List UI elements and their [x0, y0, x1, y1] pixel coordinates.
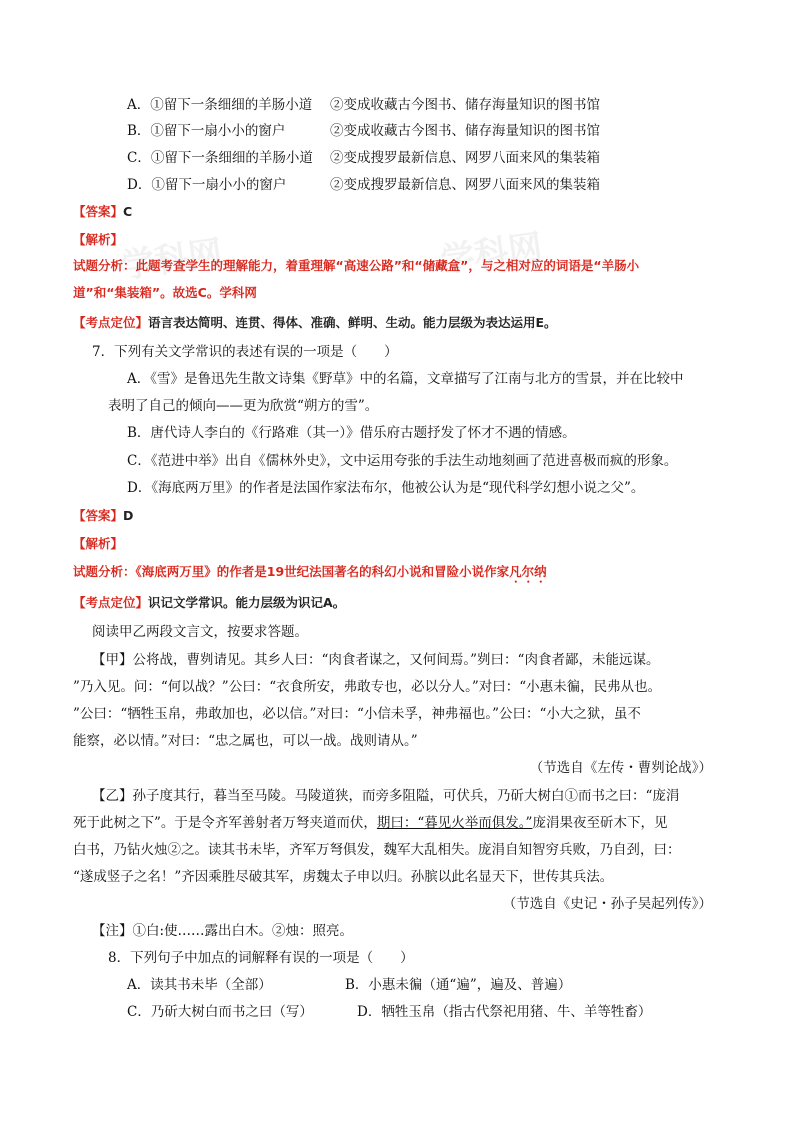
q7-analysis: 试题分析：《海底两万里》的作者是19世纪法国著名的科幻小说和冒险小说作家凡尔纳: [73, 564, 547, 579]
q6-option-a: A．①留下一条细细的羊肠小道 ②变成收藏古今图书、储存海量知识的图书馆: [127, 97, 600, 113]
q6-point: 【考点定位】语言表达简明、连贯、得体、准确、鲜明、生动。能力层级为表达运用E。: [73, 315, 557, 330]
passage-note: 【注】①白:使……露出白木。②烛：照亮。: [92, 923, 354, 939]
q6-answer: 【答案】C: [73, 204, 133, 219]
q7-option-a-line1: A．《雪》是鲁迅先生散文诗集《野草》中的名篇，文章描写了江南与北方的雪景，并在比较中: [127, 371, 684, 387]
q7-stem: 7．下列有关文学常识的表述有误的一项是（ ）: [92, 344, 398, 360]
passage-jia-line3: ”公曰：“牺牲玉帛，弗敢加也，必以信。”对曰：“小信未孚，神弗福也。”公曰：“小大之狱，虽不: [73, 706, 641, 722]
passage-yi-line4: “遂成竖子之名！”齐因乘胜尽破其军，虏魏太子申以归。孙膑以此名显天下，世传其兵法。: [73, 869, 614, 885]
q6-analysis-line1: 试题分析：此题考查学生的理解能力，着重理解“高速公路”和“储藏盒”，与之相对应的词语是“羊肠小: [73, 258, 640, 273]
q6-option-d: D．①留下一扇小小的窗户 ②变成搜罗最新信息、网罗八面来风的集装箱: [127, 177, 600, 193]
q7-option-b: B．唐代诗人李白的《行路难（其一）》借乐府古题抒发了怀才不遇的情感。: [127, 425, 576, 441]
q8-options-row1: A．读其书未毕（全部） B．小惠未徧（通“遍”，遍及、普遍）: [127, 977, 572, 993]
q6-analysis-line2: 道”和“集装箱”。故选C。学科网: [73, 285, 257, 300]
q7-point: 【考点定位】识记文学常识。能力层级为识记A。: [73, 595, 346, 610]
q7-answer: 【答案】D: [73, 508, 134, 523]
passage-jia-source: （节选自《左传・曹刿论战》）: [529, 760, 712, 776]
passage-yi-line3: 白书，乃钻火烛②之。读其书未毕，齐军万弩俱发，魏军大乱相失。庞涓自知智穷兵败，乃自刭，曰：: [73, 842, 681, 858]
q7-option-d: D．《海底两万里》的作者是法国作家法布尔，他被公认为是“现代科学幻想小说之父”。: [127, 480, 645, 496]
q7-option-a-line2: 表明了自己的倾向——更为欣赏“朔方的雪”。: [108, 398, 379, 414]
q7-analysis-tag: 【解析】: [73, 536, 124, 551]
reading-intro: 阅读甲乙两段文言文，按要求答题。: [92, 624, 308, 640]
watermark: 学科网: [118, 233, 225, 287]
passage-yi-line1: 【乙】孙子度其行，暮当至马陵。马陵道狭，而旁多阻隘，可伏兵，乃斫大树白①而书之曰：“庞涓: [92, 788, 680, 804]
passage-yi-source: （节选自《史记・孙子吴起列传》）: [502, 896, 712, 912]
q7-option-c: C．《范进中举》出自《儒林外史》，文中运用夸张的手法生动地刻画了范进喜极而疯的形象。: [127, 453, 678, 469]
passage-jia-line4: 能察，必以情。”对曰：“忠之属也，可以一战。战则请从。”: [73, 733, 418, 749]
q6-option-b: B．①留下一扇小小的窗户 ②变成收藏古今图书、储存海量知识的图书馆: [127, 123, 600, 139]
watermark: 学科网: [438, 227, 545, 281]
q6-option-c: C．①留下一条细细的羊肠小道 ②变成搜罗最新信息、网罗八面来风的集装箱: [127, 150, 600, 166]
q6-analysis-tag: 【解析】: [73, 232, 124, 247]
q8-options-row2: C．乃斫大树白而书之曰（写） D．牺牲玉帛（指古代祭祀用猪、牛、羊等牲畜）: [127, 1004, 652, 1020]
passage-jia-line2: ”乃入见。问：“何以战？”公曰：“衣食所安，弗敢专也，必以分人。”对曰：“小惠未徧，民弗从也。: [73, 679, 662, 695]
passage-yi-line2: 死于此树之下”。于是令齐军善射者万弩夹道而伏，期曰：“暮见火举而俱发。”庞涓果夜至斫木下，见: [73, 815, 668, 831]
q8-stem: 8．下列句子中加点的词解释有误的一项是（ ）: [108, 950, 414, 966]
passage-jia-line1: 【甲】公将战，曹刿请见。其乡人曰：“肉食者谋之，又何间焉。”刿曰：“肉食者鄙，未能远谋。: [92, 652, 660, 668]
